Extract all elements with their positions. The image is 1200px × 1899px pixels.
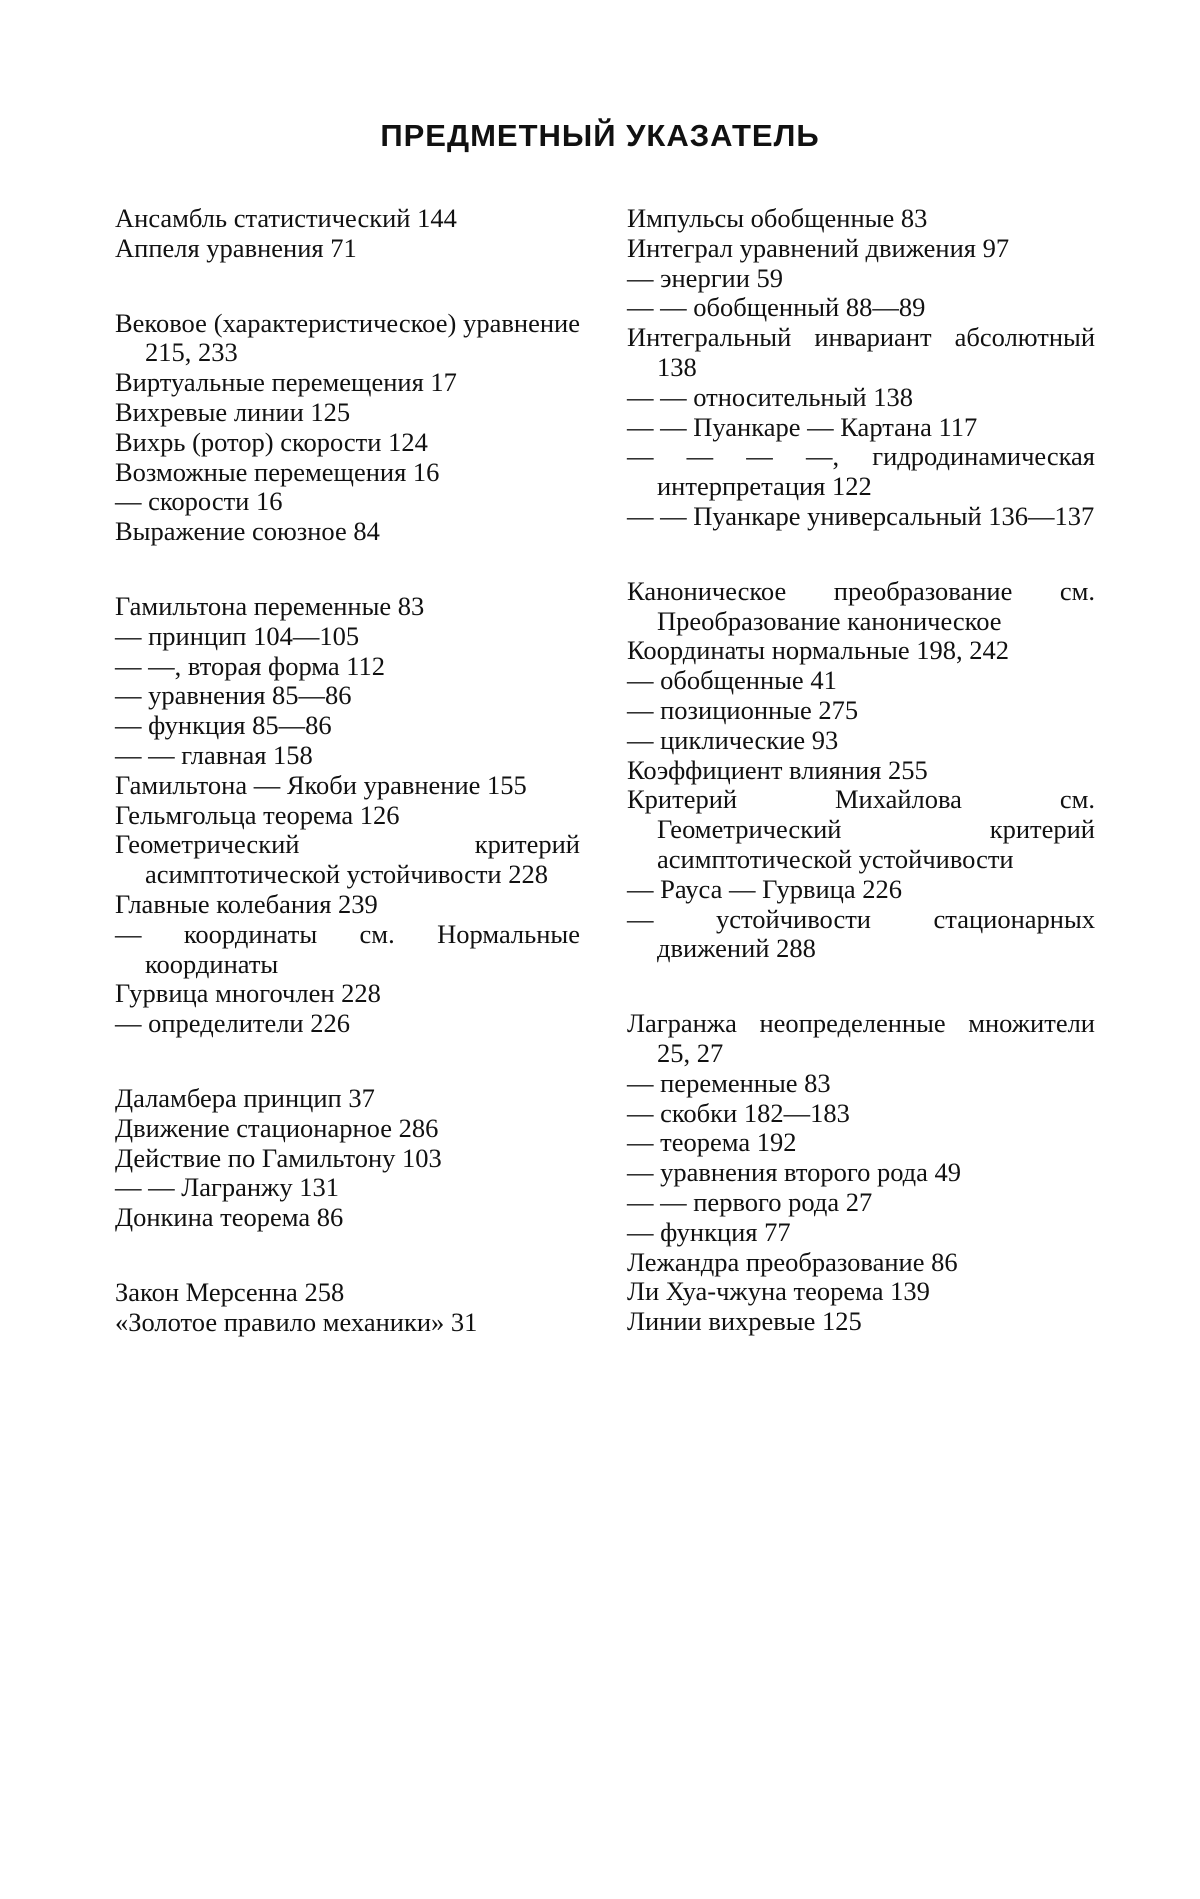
index-entry: Координаты нормальные 198, 242 [627, 635, 1009, 666]
index-entry: Лагранжа неопределенные множители 25, 27 [627, 1008, 1095, 1068]
index-entry: Критерий Михайлова см. Геометрический критерий асимптотической устойчивости [627, 784, 1095, 874]
index-entry: Вековое (характеристическое) уравнение 215, 233 [115, 307, 580, 368]
index-entry: — функция 85—86 [115, 710, 332, 741]
index-entry: — — — —, гидродинамическая интерпретация 122 [627, 441, 1095, 502]
index-entry: Ансамбль статистический 144 [115, 203, 457, 233]
index-entry: — позиционные 275 [627, 694, 859, 725]
letter-group-gap [115, 1233, 580, 1278]
page-title: ПРЕДМЕТНЫЙ УКАЗАТЕЛЬ [380, 118, 820, 153]
index-entry: — переменные 83 [627, 1067, 831, 1098]
letter-group-gap [627, 964, 1095, 1009]
index-entry: Гамильтона — Якоби уравнение 155 [115, 769, 527, 800]
index-entry: — — Лагранжу 131 [115, 1172, 339, 1203]
index-entry: — определители 226 [115, 1008, 350, 1039]
index-column-right [627, 204, 1095, 1337]
index-entry: Аппеля уравнения 71 [115, 232, 357, 263]
index-entry: — — Пуанкаре универсальный 136—137 [627, 500, 1095, 531]
index-entry: Даламбера принцип 37 [115, 1082, 375, 1113]
letter-group-gap [115, 264, 580, 309]
index-entry: «Золотое правило механики» 31 [115, 1306, 478, 1337]
index-entry: Вихрь (ротор) скорости 124 [115, 426, 428, 457]
index-entry: Геометрический критерий асимптотической устойчивости 228 [115, 829, 580, 890]
index-entry: — Рауса — Гурвица 226 [627, 873, 902, 904]
index-entry: — скобки 182—183 [627, 1097, 850, 1128]
index-entry: — устойчивости стационарных движений 288 [627, 903, 1095, 964]
index-entry: Вихревые линии 125 [115, 396, 351, 427]
index-entry: Интегральный инвариант абсолютный 138 [627, 322, 1095, 382]
index-entry: — —, вторая форма 112 [115, 650, 386, 681]
index-entry: — — обобщенный 88—89 [627, 292, 926, 323]
index-entry: — уравнения 85—86 [115, 680, 352, 711]
index-entry: — функция 77 [627, 1216, 791, 1247]
index-entry: Гельмгольца теорема 126 [115, 799, 400, 830]
index-entry: — энергии 59 [627, 262, 784, 293]
index-entry: Импульсы обобщенные 83 [627, 203, 928, 233]
index-entry: — координаты см. Нормальные координаты [115, 918, 580, 979]
index-column-left [115, 204, 580, 1338]
index-entry: Лежандра преобразование 86 [627, 1246, 958, 1277]
index-entry: Гамильтона переменные 83 [115, 590, 425, 621]
index-entry: — принцип 104—105 [115, 620, 360, 651]
index-entry: — — относительный 138 [627, 381, 913, 412]
index-entry: Действие по Гамильтону 103 [115, 1142, 442, 1173]
index-entry: — — Пуанкаре — Картана 117 [627, 411, 978, 442]
index-entry: Интеграл уравнений движения 97 [627, 232, 1010, 263]
index-entry: — уравнения второго рода 49 [627, 1157, 962, 1188]
index-entry: Движение стационарное 286 [115, 1112, 439, 1143]
index-entry: — циклические 93 [627, 724, 839, 755]
index-entry: Линии вихревые 125 [627, 1306, 862, 1337]
index-entry: Главные колебания 239 [115, 888, 378, 919]
letter-group-gap [115, 1039, 580, 1084]
index-entry: Донкина теорема 86 [115, 1202, 344, 1233]
index-entry: Ли Хуа-чжуна теорема 139 [627, 1276, 930, 1307]
index-entry: Виртуальные перемещения 17 [115, 367, 457, 398]
index-entry: — теорема 192 [627, 1127, 797, 1158]
index-entry: Каноническое преобразование см. Преобразование каноническое [627, 575, 1095, 636]
index-entry: — — главная 158 [115, 739, 313, 770]
index-entry: — — первого рода 27 [627, 1186, 873, 1217]
index-entry: Коэффициент влияния 255 [627, 754, 928, 785]
letter-group-gap [627, 532, 1095, 577]
index-entry: — обобщенные 41 [627, 665, 837, 696]
letter-group-gap [115, 547, 580, 592]
index-entry: Закон Мерсенна 258 [115, 1276, 345, 1307]
index-entry: Выражение союзное 84 [115, 516, 380, 547]
index-entry: — скорости 16 [115, 486, 283, 517]
index-entry: Возможные перемещения 16 [115, 456, 440, 487]
index-entry: Гурвица многочлен 228 [115, 978, 381, 1009]
